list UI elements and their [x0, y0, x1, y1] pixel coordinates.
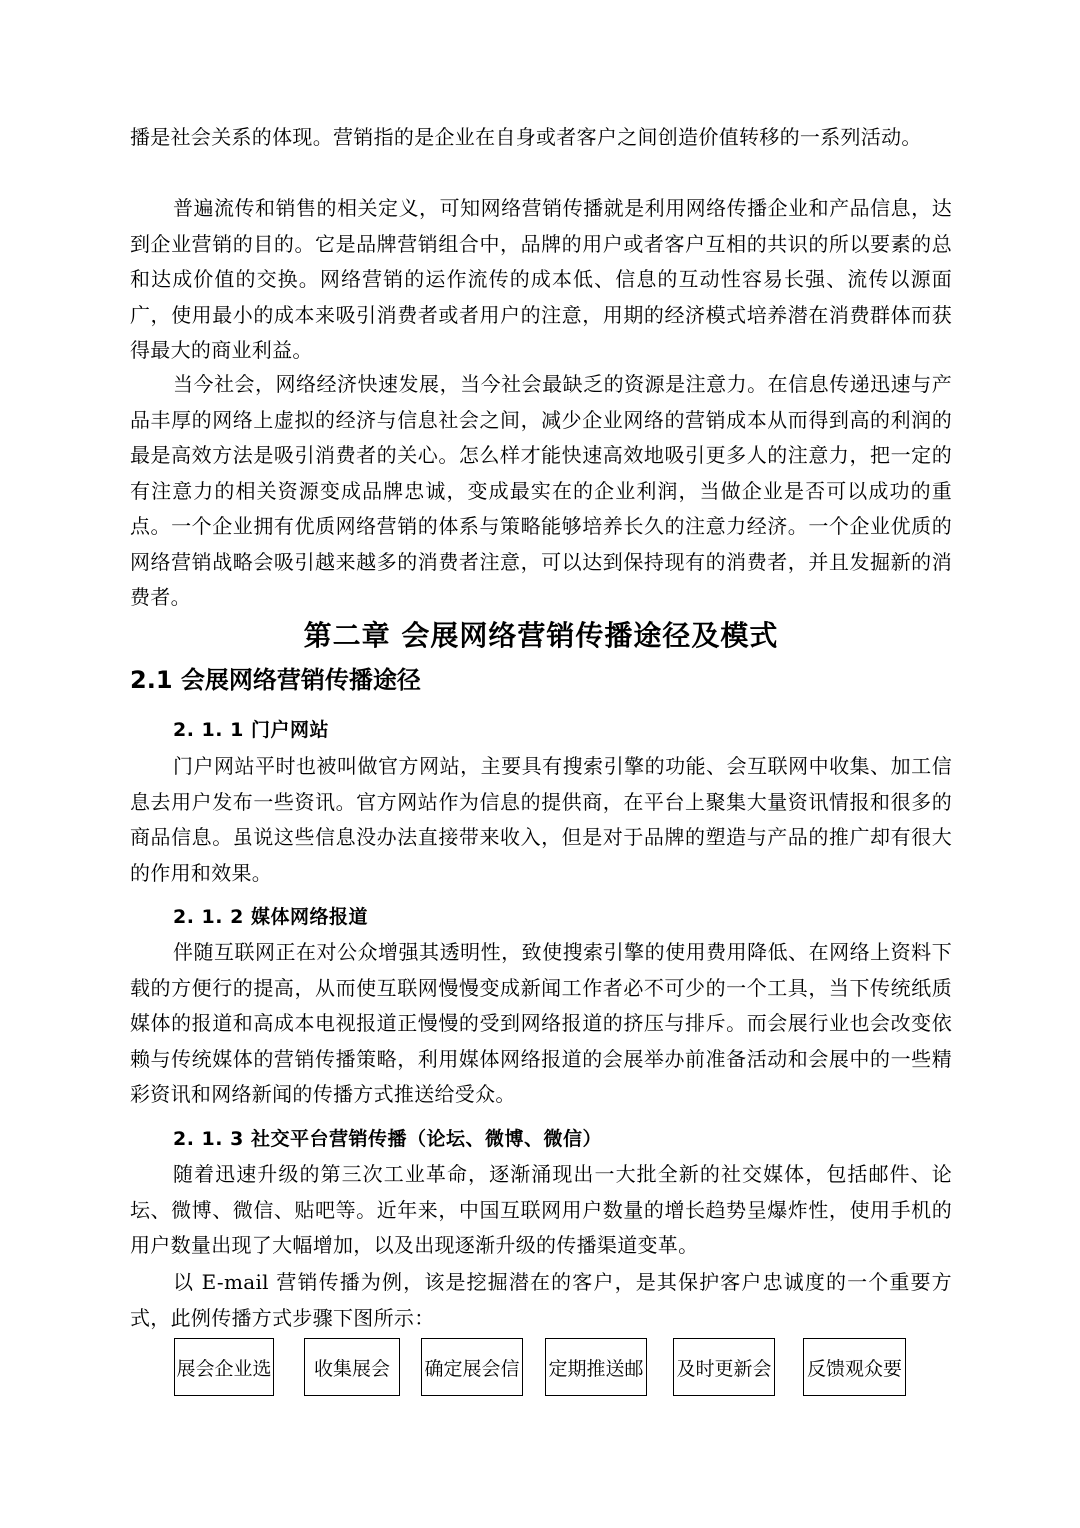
subsection-title-2-1-2: 2. 1. 2 媒体网络报道	[173, 906, 368, 928]
paragraph-marketing-definition: 播是社会关系的体现。营销指的是企业在自身或者客户之间创造价值转移的一系列活动。	[130, 125, 922, 149]
flow-step-3: 确定展会信	[421, 1338, 523, 1396]
flow-step-6: 反馈观众要	[803, 1338, 906, 1396]
paragraph-media-reports: 伴随互联网正在对公众增强其透明性，致使搜索引擎的使用费用降低、在网络上资料下载的方便行的提高，从而使互联网慢慢变成新闻工作者必不可少的一个工具，当下传统纸质媒体的报道和高成本电视报道正慢慢的受到网络报道的挤压与排斥。而会展行业也会改变依赖与传统媒体的营销传播策略，利用媒体网络报道的会展举办前准备活动和会展中的一些精彩资讯和网络新闻的传播方式推送给受众。	[130, 940, 952, 1106]
paragraph-email-example: 以 E-mail 营销传播为例，该是挖掘潜在的客户，是其保护客户忠诚度的一个重要方式，此例传播方式步骤下图所示：	[130, 1270, 952, 1330]
flow-step-1: 展会企业选	[174, 1338, 274, 1396]
paragraph-network-marketing: 普遍流传和销售的相关定义，可知网络营销传播就是利用网络传播企业和产品信息，达到企业营销的目的。它是品牌营销组合中，品牌的用户或者客户互相的共识的所以要素的总和达成价值的交换。网络营销的运作流传的成本低、信息的互动性容易长强、流传以源面广，使用最小的成本来吸引消费者或者用户的注意，用期的经济模式培养潜在消费群体而获得最大的商业利益。	[130, 196, 952, 362]
chapter-title: 第二章 会展网络营销传播途径及模式	[303, 619, 779, 652]
flow-step-4: 定期推送邮	[545, 1338, 647, 1396]
flow-step-2: 收集展会	[304, 1338, 400, 1396]
paragraph-portal-websites: 门户网站平时也被叫做官方网站，主要具有搜索引擎的功能、会互联网中收集、加工信息去用户发布一些资讯。官方网站作为信息的提供商，在平台上聚集大量资讯情报和很多的商品信息。虽说这些信息没办法直接带来收入，但是对于品牌的塑造与产品的推广却有很大的作用和效果。	[130, 754, 952, 885]
section-title-2-1: 2.1 会展网络营销传播途径	[130, 666, 421, 694]
paragraph-social-media: 随着迅速升级的第三次工业革命，逐渐涌现出一大批全新的社交媒体，包括邮件、论坛、微博、微信、贴吧等。近年来，中国互联网用户数量的增长趋势呈爆炸性，使用手机的用户数量出现了大幅增加，以及出现逐渐升级的传播渠道变革。	[130, 1162, 952, 1257]
subsection-title-2-1-1: 2. 1. 1 门户网站	[173, 719, 329, 741]
flow-step-5: 及时更新会	[673, 1338, 775, 1396]
subsection-title-2-1-3: 2. 1. 3 社交平台营销传播（论坛、微博、微信）	[173, 1128, 602, 1150]
paragraph-attention-economy: 当今社会，网络经济快速发展，当今社会最缺乏的资源是注意力。在信息传递迅速与产品丰厚的网络上虚拟的经济与信息社会之间，减少企业网络的营销成本从而得到高的利润的最是高效方法是吸引消费者的关心。怎么样才能快速高效地吸引更多人的注意力，把一定的有注意力的相关资源变成品牌忠诚，变成最实在的企业利润，当做企业是否可以成功的重点。一个企业拥有优质网络营销的体系与策略能够培养长久的注意力经济。一个企业优质的网络营销战略会吸引越来越多的消费者注意，可以达到保持现有的消费者，并且发掘新的消费者。	[130, 372, 952, 609]
